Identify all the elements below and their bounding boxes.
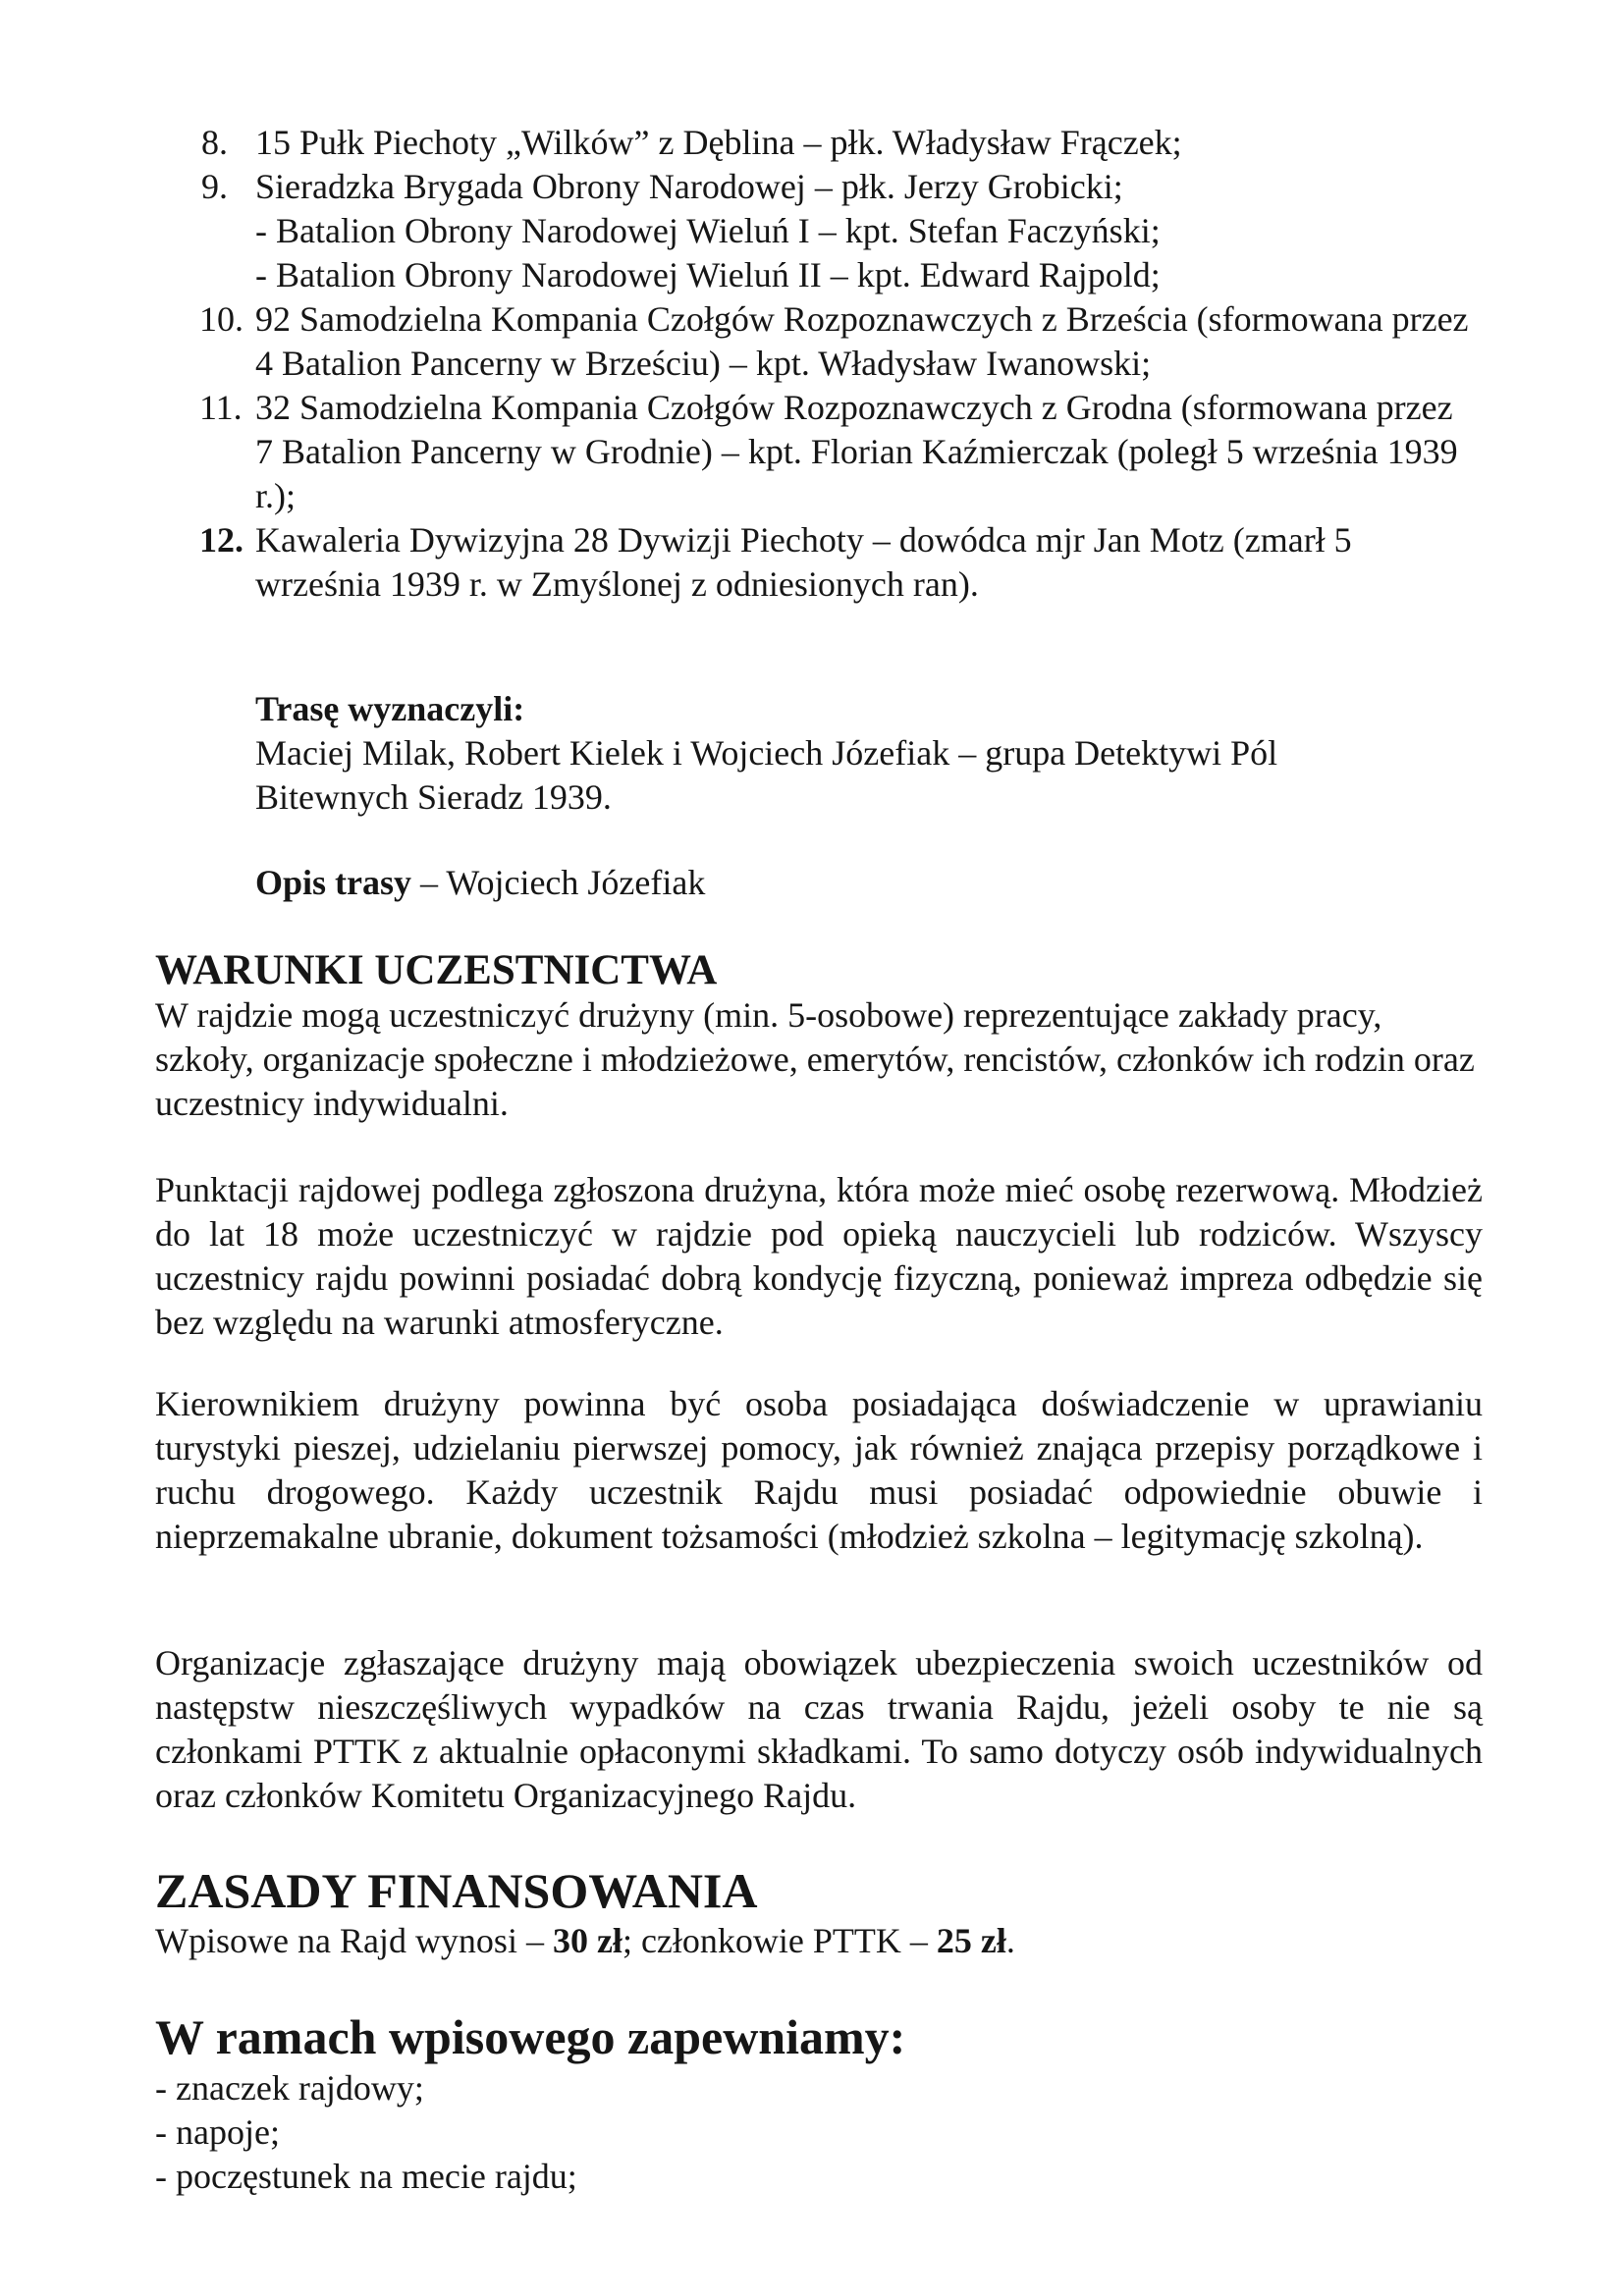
list-text: 92 Samodzielna Kompania Czołgów Rozpoznawczych z Brześcia (sformowana przez 4 Batalion Pancerny w Brześciu) – kpt. Władysław Iwanowski; — [255, 299, 1469, 383]
list-text: 32 Samodzielna Kompania Czołgów Rozpoznawczych z Grodna (sformowana przez 7 Batalion Pancerny w Grodnie) – kpt. Florian Kaźmierczak (poległ 5 września 1939 r.); — [255, 388, 1458, 515]
list-item: - poczęstunek na mecie rajdu; — [155, 2157, 577, 2196]
fee-amount: 30 zł — [552, 1921, 623, 1960]
conditions-paragraph-2: Punktacji rajdowej podlega zgłoszona drużyna, która może mieć osobę rezerwową. Młodzież do lat 18 może uczestniczyć w rajdzie pod opieką nauczycieli lub rodziców. Wszyscy uczestnicy rajdu powinni posiadać dobrą kondycję fizyczną, ponieważ impreza odbędzie się bez względu na warunki atmosferyczne. — [155, 1170, 1483, 1342]
list-item — [201, 518, 1478, 607]
units-list — [201, 121, 1478, 607]
included-heading: W ramach wpisowego zapewniamy: — [155, 2009, 906, 2064]
route-authors-block — [255, 687, 1434, 820]
route-desc-label: Opis trasy — [255, 863, 412, 902]
conditions-paragraph-3: Kierownikiem drużyny powinna być osoba posiadająca doświadczenie w uprawianiu turystyki pieszej, udzielaniu pierwszej pomocy, jak również znająca przepisy porządkowe i ruchu drogowego. Każdy uczestnik Rajdu musi posiadać odpowiednie obuwie i nieprzemakalne ubranie, dokument tożsamości (młodzież szkolna – legitymację szkolną). — [155, 1384, 1483, 1556]
conditions-heading: WARUNKI UCZESTNICTWA — [155, 947, 718, 993]
fee-prefix: Wpisowe na Rajd wynosi – — [155, 1921, 553, 1960]
finance-fee — [155, 1919, 1483, 1963]
list-number: 12. — [199, 520, 244, 560]
fee-member-amount: 25 zł — [936, 1921, 1006, 1960]
fee-suffix: . — [1005, 1921, 1015, 1960]
route-authors: Maciej Milak, Robert Kielek i Wojciech Józefiak – grupa Detektywi Pól Bitewnych Sieradz 1939. — [255, 733, 1278, 817]
list-item — [201, 297, 1478, 386]
list-text: Kawaleria Dywizyjna 28 Dywizji Piechoty – dowódca mjr Jan Motz (zmarł 5 września 1939 r. w Zmyślonej z odniesionych ran). — [255, 520, 1352, 604]
fee-middle: ; członkowie PTTK – — [622, 1921, 937, 1960]
route-label: Trasę wyznaczyli: — [255, 689, 525, 728]
conditions-paragraph-1: W rajdzie mogą uczestniczyć drużyny (min. 5-osobowe) reprezentujące zakłady pracy, szkoły, organizacje społeczne i młodzieżowe, emerytów, rencistów, członków ich rodzin oraz uczestnicy indywidualni. — [155, 995, 1475, 1123]
conditions-paragraph-4: Organizacje zgłaszające drużyny mają obowiązek ubezpieczenia swoich uczestników od następstw nieszczęśliwych wypadków na czas trwania Rajdu, jeżeli osoby te nie są członkami PTTK z aktualnie opłaconymi składkami. To samo dotyczy osób indywidualnych oraz członków Komitetu Organizacyjnego Rajdu. — [155, 1643, 1483, 1815]
list-number: 9. — [201, 167, 228, 206]
list-number: 8. — [201, 123, 228, 162]
list-item — [201, 165, 1478, 209]
list-number: 11. — [199, 388, 243, 427]
sub-item: - Batalion Obrony Narodowej Wieluń II – kpt. Edward Rajpold; — [255, 255, 1161, 294]
list-item — [201, 121, 1478, 165]
list-item — [201, 386, 1478, 518]
list-item: - napoje; — [155, 2112, 280, 2152]
list-text: 15 Pułk Piechoty „Wilków” z Dęblina – płk. Władysław Frączek; — [255, 123, 1182, 162]
route-desc-value: – Wojciech Józefiak — [411, 863, 706, 902]
list-text: Sieradzka Brygada Obrony Narodowej – płk. Jerzy Grobicki; — [255, 167, 1123, 206]
included-list — [155, 2066, 577, 2199]
route-description — [255, 861, 1434, 905]
list-item: - znaczek rajdowy; — [155, 2068, 424, 2108]
finance-heading: ZASADY FINANSOWANIA — [155, 1863, 758, 1918]
list-number: 10. — [199, 299, 244, 339]
sub-item: - Batalion Obrony Narodowej Wieluń I – kpt. Stefan Faczyński; — [255, 211, 1161, 250]
